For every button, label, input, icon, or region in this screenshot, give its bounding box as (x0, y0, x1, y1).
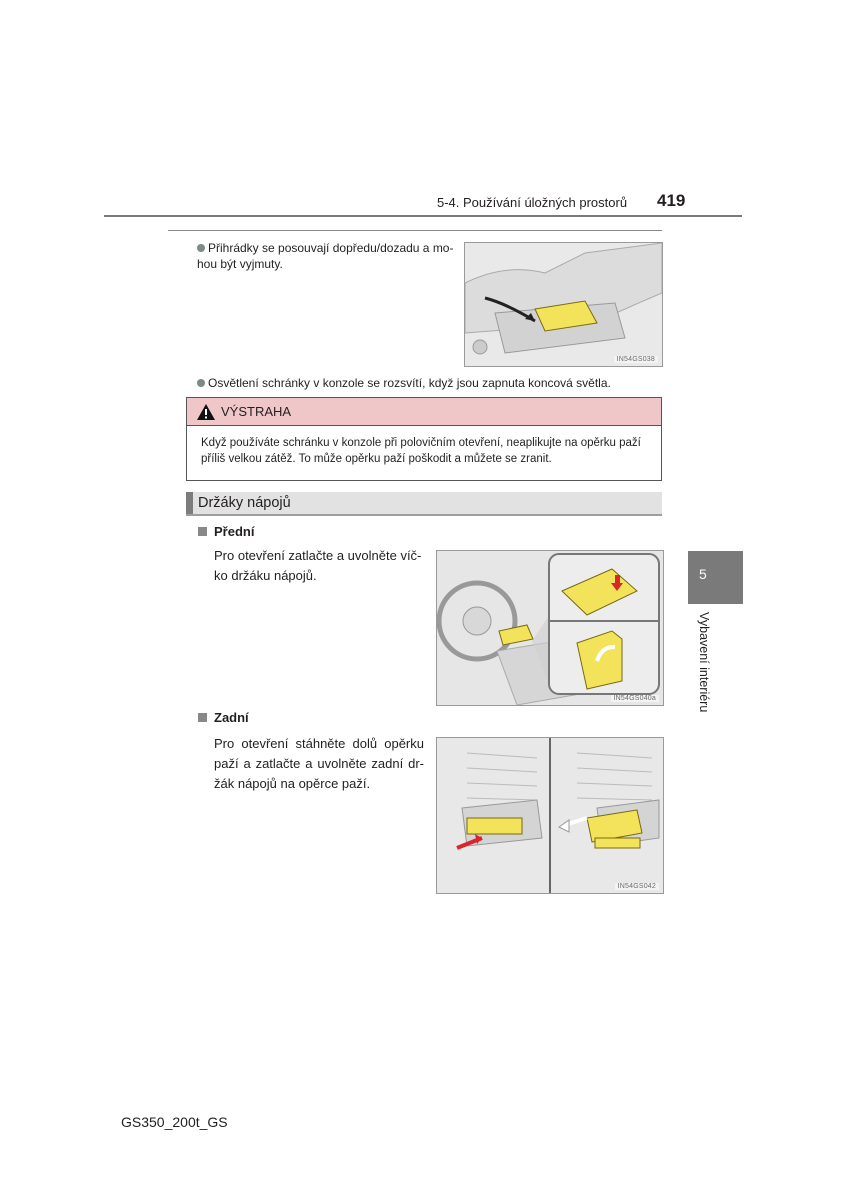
section-title: Držáky nápojů (198, 495, 291, 511)
figure-front-cupholder (436, 550, 664, 706)
warning-title: VÝSTRAHA (221, 404, 292, 419)
page-number: 419 (657, 191, 686, 210)
rear-cupholder-illustration (437, 738, 663, 893)
bullet-item-trays (197, 240, 455, 272)
warning-line: příliš velkou zátěž. To může opěrku paží poškodit a můžete se zranit. (201, 453, 552, 465)
warning-box (186, 397, 662, 481)
subheading-text: Zadní (214, 710, 249, 725)
bullet-text: Přihrádky se posouvají dopředu/dozadu a mo-hou být vyjmuty. (197, 241, 454, 271)
bullet-item-lighting (197, 375, 667, 391)
console-tray-illustration (465, 243, 662, 366)
paragraph-rear (214, 734, 424, 794)
paragraph-line: žák nápojů na opěrce paží. (214, 776, 371, 791)
subheading-rear (198, 710, 249, 725)
chapter-label: Vybavení interiéru (697, 612, 711, 713)
figure-code: IN54GS038 (614, 356, 658, 363)
front-cupholder-illustration (437, 551, 663, 705)
warning-triangle-icon (197, 404, 215, 420)
chapter-tab[interactable] (688, 551, 743, 604)
section-bar (186, 492, 193, 514)
warning-header (187, 398, 661, 426)
square-bullet-icon (198, 713, 207, 722)
chapter-number: 5 (699, 566, 707, 582)
bullet-text: Osvětlení schránky v konzole se rozsvítí, když jsou zapnuta koncová světla. (208, 376, 611, 390)
running-header-title: 5-4. Používání úložných prostorů (437, 195, 628, 210)
figure-rear-cupholder (436, 737, 664, 894)
footer-model: GS350_200t_GS (121, 1114, 228, 1130)
content-top-rule (168, 230, 662, 231)
paragraph-front (214, 546, 426, 586)
header-rule (104, 215, 742, 217)
subheading-text: Přední (214, 524, 255, 539)
bullet-dot-icon (197, 244, 205, 252)
figure-console-tray (464, 242, 663, 367)
figure-code: IN54GS040a (611, 695, 659, 702)
warning-line: Když používáte schránku v konzole při polovičním otevření, neaplikujte na opěrku paží (201, 437, 641, 449)
paragraph-line: paží a zatlačte a uvolněte zadní dr- (214, 756, 424, 771)
section-heading (186, 492, 662, 516)
square-bullet-icon (198, 527, 207, 536)
warning-text (187, 426, 661, 467)
bullet-dot-icon (197, 379, 205, 387)
paragraph-line: Pro otevření zatlačte a uvolněte víč- (214, 548, 422, 563)
paragraph-line: Pro otevření stáhněte dolů opěrku (214, 736, 424, 751)
paragraph-line: ko držáku nápojů. (214, 568, 317, 583)
figure-code: IN54GS042 (615, 883, 659, 890)
subheading-front (198, 524, 254, 539)
